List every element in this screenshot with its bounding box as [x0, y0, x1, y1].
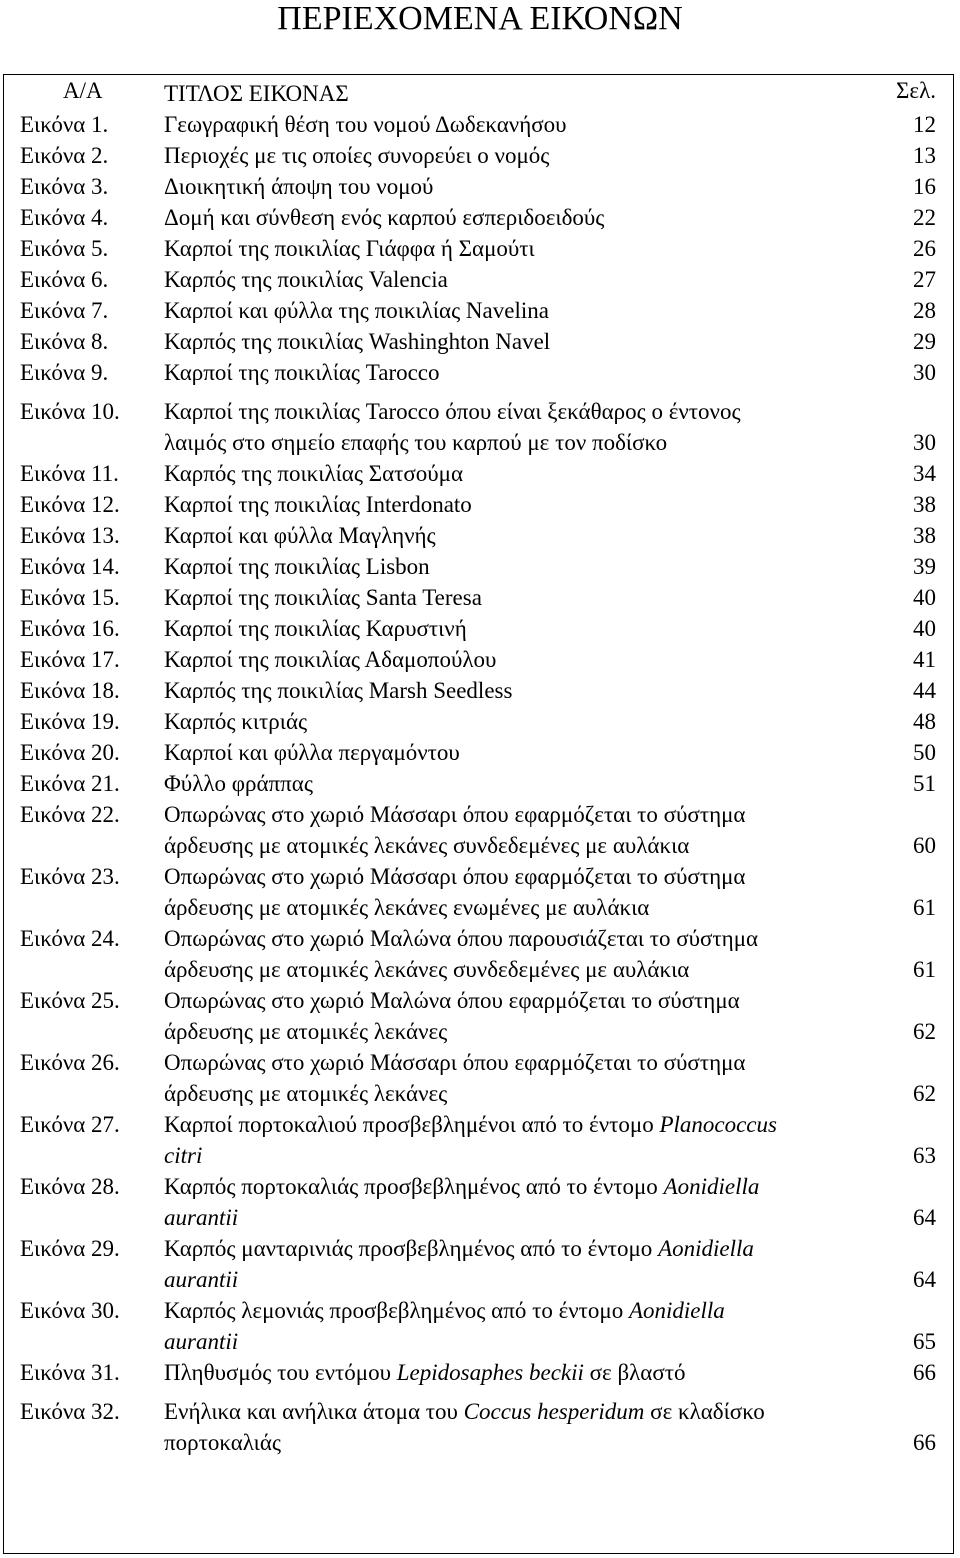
figure-title	[164, 582, 884, 613]
figure-title	[164, 1109, 884, 1171]
figures-table	[0, 78, 960, 1458]
page-number: 22	[913, 205, 936, 230]
figure-title-line: άρδευσης με ατομικές λεκάνες συνδεδεμένες με αυλάκια	[164, 957, 690, 982]
figure-title-line: Οπωρώνας στο χωριό Μάσσαρι όπου εφαρμόζεται το σύστημα	[164, 864, 746, 889]
figure-title-species: citri	[164, 1143, 203, 1168]
figure-title	[164, 551, 884, 582]
figure-title-line: Καρποί της ποικιλίας Tarocco	[164, 360, 440, 385]
table-row	[0, 1047, 960, 1109]
figure-title-line: Καρποί και φύλλα περγαμόντου	[164, 740, 460, 765]
figure-title-line	[164, 1427, 884, 1458]
table-row	[0, 396, 960, 458]
figure-title	[164, 799, 884, 861]
table-row	[0, 861, 960, 923]
table-row	[0, 326, 960, 357]
figure-title-line: άρδευσης με ατομικές λεκάνες ενωμένες με αυλάκια	[164, 895, 650, 920]
figure-title-part: σε κλαδίσκο	[644, 1399, 765, 1424]
page-number: 39	[913, 554, 936, 579]
figure-number: Εικόνα 1.	[20, 112, 109, 137]
figure-title-line: άρδευσης με ατομικές λεκάνες	[164, 1081, 448, 1106]
figure-title-line: Οπωρώνας στο χωριό Μάσσαρι όπου εφαρμόζεται το σύστημα	[164, 802, 746, 827]
figure-title	[164, 295, 884, 326]
table-row	[0, 923, 960, 985]
table-row	[0, 613, 960, 644]
figure-title	[164, 109, 884, 140]
figure-title-line	[164, 1109, 884, 1140]
table-row	[0, 675, 960, 706]
figure-title	[164, 489, 884, 520]
page-number: 64	[913, 1267, 936, 1292]
page-number: 41	[913, 647, 936, 672]
page-number: 66	[913, 1360, 936, 1385]
page-number: 30	[913, 360, 936, 385]
table-row	[0, 706, 960, 737]
figure-number: Εικόνα 20.	[20, 740, 120, 765]
figure-title	[164, 233, 884, 264]
page-number: 61	[913, 895, 936, 920]
table-row	[0, 1357, 960, 1388]
figure-title	[164, 613, 884, 644]
table-row	[0, 171, 960, 202]
figure-title	[164, 1171, 884, 1233]
figure-number: Εικόνα 13.	[20, 523, 120, 548]
page-number: 48	[913, 709, 936, 734]
page-number: 29	[913, 329, 936, 354]
page-number: 44	[913, 678, 936, 703]
figure-title	[164, 140, 884, 171]
figure-title-line: Οπωρώνας στο χωριό Μαλώνα όπου εφαρμόζεται το σύστημα	[164, 988, 740, 1013]
figure-title-species: Planococcus	[659, 1112, 777, 1137]
figure-number: Εικόνα 4.	[20, 205, 109, 230]
figure-title-line: Καρπός κιτριάς	[164, 709, 308, 734]
header-num: Α/Α	[63, 78, 103, 103]
page-number: 13	[913, 143, 936, 168]
figure-title-species: Aonidiella	[663, 1174, 760, 1199]
figure-title-line: Καρποί της ποικιλίας Αδαμοπούλου	[164, 647, 497, 672]
figure-number: Εικόνα 12.	[20, 492, 120, 517]
table-row	[0, 520, 960, 551]
figure-title	[164, 861, 884, 923]
page-number: 27	[913, 267, 936, 292]
figure-number: Εικόνα 15.	[20, 585, 120, 610]
page-number: 12	[913, 112, 936, 137]
figure-title-line	[164, 1233, 884, 1264]
table-row	[0, 1109, 960, 1171]
page-number: 51	[913, 771, 936, 796]
table-row	[0, 458, 960, 489]
figure-number: Εικόνα 14.	[20, 554, 120, 579]
figure-number: Εικόνα 21.	[20, 771, 120, 796]
figure-title-part: Καρποί πορτοκαλιού προσβεβλημένοι από το έντομο	[164, 1112, 660, 1137]
figure-title-line: άρδευσης με ατομικές λεκάνες	[164, 1019, 448, 1044]
figure-number: Εικόνα 7.	[20, 298, 109, 323]
figure-title-line: Καρποί της ποικιλίας Γιάφφα ή Σαμούτι	[164, 236, 535, 261]
figure-title-line	[164, 1357, 884, 1388]
figure-number: Εικόνα 23.	[20, 864, 120, 889]
figure-title-line: Γεωγραφική θέση του νομού Δωδεκανήσου	[164, 112, 567, 137]
table-row	[0, 140, 960, 171]
figure-number: Εικόνα 16.	[20, 616, 120, 641]
figure-number: Εικόνα 24.	[20, 926, 120, 951]
figure-title-species: aurantii	[164, 1329, 239, 1354]
page-title: ΠΕΡΙΕΧΟΜΕΝΑ ΕΙΚΟΝΩΝ	[277, 0, 683, 37]
figure-title-species: Aonidiella	[628, 1298, 725, 1323]
figure-number: Εικόνα 22.	[20, 802, 120, 827]
figure-title-line: Διοικητική άποψη του νομού	[164, 174, 434, 199]
header-page: Σελ.	[896, 78, 936, 103]
figure-number: Εικόνα 26.	[20, 1050, 120, 1075]
figure-number: Εικόνα 31.	[20, 1360, 120, 1385]
figure-title	[164, 644, 884, 675]
page-number: 62	[913, 1081, 936, 1106]
table-row	[0, 768, 960, 799]
table-row	[0, 1233, 960, 1295]
figure-title	[164, 737, 884, 768]
figure-title-species: aurantii	[164, 1267, 239, 1292]
figure-number: Εικόνα 32.	[20, 1399, 120, 1424]
page-number: 65	[913, 1329, 936, 1354]
figure-title	[164, 202, 884, 233]
figure-title	[164, 326, 884, 357]
table-row	[0, 264, 960, 295]
figure-title-line: άρδευσης με ατομικές λεκάνες συνδεδεμένες με αυλάκια	[164, 833, 690, 858]
figure-title	[164, 458, 884, 489]
page-number: 61	[913, 957, 936, 982]
figure-number: Εικόνα 3.	[20, 174, 109, 199]
figure-title	[164, 520, 884, 551]
figure-title-line: Οπωρώνας στο χωριό Μάσσαρι όπου εφαρμόζεται το σύστημα	[164, 1050, 746, 1075]
figure-title-species: Lepidosaphes beckii	[396, 1360, 584, 1385]
table-row	[0, 1171, 960, 1233]
figure-title-line	[164, 1140, 884, 1171]
figure-title-line: Καρπός της ποικιλίας Washinghton Navel	[164, 329, 551, 354]
figure-title-species: aurantii	[164, 1205, 239, 1230]
page-number: 30	[913, 430, 936, 455]
figure-title-line: Καρπός της ποικιλίας Marsh Seedless	[164, 678, 513, 703]
figure-title-line: Δομή και σύνθεση ενός καρπού εσπεριδοειδούς	[164, 205, 605, 230]
table-row	[0, 799, 960, 861]
table-row	[0, 357, 960, 388]
page-number: 66	[913, 1430, 936, 1455]
figure-number: Εικόνα 25.	[20, 988, 120, 1013]
figure-title-part: σε βλαστό	[583, 1360, 686, 1385]
table-row	[0, 233, 960, 264]
figure-title	[164, 768, 884, 799]
figure-title-line	[164, 1264, 884, 1295]
figure-number: Εικόνα 28.	[20, 1174, 120, 1199]
page-number: 40	[913, 585, 936, 610]
figure-number: Εικόνα 5.	[20, 236, 109, 261]
page-number: 50	[913, 740, 936, 765]
figure-title	[164, 396, 884, 458]
table-row	[0, 202, 960, 233]
figure-number: Εικόνα 29.	[20, 1236, 120, 1261]
figure-title	[164, 1047, 884, 1109]
figure-title	[164, 357, 884, 388]
figure-number: Εικόνα 6.	[20, 267, 109, 292]
figure-number: Εικόνα 8.	[20, 329, 109, 354]
table-row	[0, 737, 960, 768]
page-number: 38	[913, 523, 936, 548]
figure-number: Εικόνα 11.	[20, 461, 119, 486]
figure-title-line	[164, 1202, 884, 1233]
figure-title	[164, 1396, 884, 1458]
figure-title-line	[164, 1396, 884, 1427]
figure-title	[164, 985, 884, 1047]
page-number: 28	[913, 298, 936, 323]
table-row	[0, 551, 960, 582]
figure-number: Εικόνα 27.	[20, 1112, 120, 1137]
figure-title-line: Καρποί της ποικιλίας Καρυστινή	[164, 616, 467, 641]
figure-title	[164, 923, 884, 985]
figure-number: Εικόνα 18.	[20, 678, 120, 703]
figure-title-line	[164, 1295, 884, 1326]
page-number: 26	[913, 236, 936, 261]
figure-title-part: πορτοκαλιάς	[164, 1430, 281, 1455]
figure-number: Εικόνα 10.	[20, 399, 120, 424]
figure-number: Εικόνα 19.	[20, 709, 120, 734]
page-number: 64	[913, 1205, 936, 1230]
figure-title-line	[164, 1326, 884, 1357]
page-number: 38	[913, 492, 936, 517]
figure-title-line: Καρπός της ποικιλίας Valencia	[164, 267, 448, 292]
figure-title-line: Καρποί της ποικιλίας Santa Teresa	[164, 585, 482, 610]
figure-number: Εικόνα 2.	[20, 143, 109, 168]
figure-title-part: Καρπός λεμονιάς προσβεβλημένος από το έντομο	[164, 1298, 629, 1323]
table-header	[0, 78, 960, 109]
figure-title	[164, 706, 884, 737]
table-row	[0, 985, 960, 1047]
table-row	[0, 1396, 960, 1458]
figure-title-line: Καρποί της ποικιλίας Lisbon	[164, 554, 430, 579]
figure-title-part: Καρπός μανταρινιάς προσβεβλημένος από το έντομο	[164, 1236, 659, 1261]
table-row	[0, 489, 960, 520]
figure-title-line	[164, 1171, 884, 1202]
table-row	[0, 644, 960, 675]
page-number: 62	[913, 1019, 936, 1044]
figure-number: Εικόνα 30.	[20, 1298, 120, 1323]
figure-title	[164, 264, 884, 295]
page-number: 40	[913, 616, 936, 641]
table-row	[0, 582, 960, 613]
figure-title	[164, 675, 884, 706]
figure-title-species: Aonidiella	[658, 1236, 754, 1261]
figure-title-line: Καρποί και φύλλα Μαγληνής	[164, 523, 436, 548]
figure-title	[164, 1233, 884, 1295]
figure-title-line: λαιμός στο σημείο επαφής του καρπού με τον ποδίσκο	[164, 430, 668, 455]
figure-title-part: Καρπός πορτοκαλιάς προσβεβλημένος από το έντομο	[164, 1174, 664, 1199]
table-row	[0, 1295, 960, 1357]
page-number: 16	[913, 174, 936, 199]
figure-title-part: Ενήλικα και ανήλικα άτομα του	[164, 1399, 464, 1424]
header-title: ΤΙΤΛΟΣ ΕΙΚΟΝΑΣ	[164, 81, 349, 106]
figure-title-part: Πληθυσμός του εντόμου	[164, 1360, 397, 1385]
figure-number: Εικόνα 9.	[20, 360, 109, 385]
figure-title-line: Φύλλο φράππας	[164, 771, 313, 796]
page-number: 63	[913, 1143, 936, 1168]
figure-title	[164, 171, 884, 202]
figure-title-species: Coccus hesperidum	[463, 1399, 645, 1424]
table-row	[0, 295, 960, 326]
figure-title	[164, 1357, 884, 1388]
figure-number: Εικόνα 17.	[20, 647, 120, 672]
figure-title	[164, 1295, 884, 1357]
figure-title-line: Καρπός της ποικιλίας Σατσούμα	[164, 461, 464, 486]
figure-title-line: Οπωρώνας στο χωριό Μαλώνα όπου παρουσιάζεται το σύστημα	[164, 926, 759, 951]
figure-title-line: Καρποί της ποικιλίας Interdonato	[164, 492, 472, 517]
figure-title-line: Καρποί και φύλλα της ποικιλίας Navelina	[164, 298, 549, 323]
page-number: 34	[913, 461, 936, 486]
page-number: 60	[913, 833, 936, 858]
figure-title-line: Περιοχές με τις οποίες συνορεύει ο νομός	[164, 143, 550, 168]
table-row	[0, 109, 960, 140]
figure-title-line: Καρποί της ποικιλίας Tarocco όπου είναι ξεκάθαρος ο έντονος	[164, 399, 741, 424]
